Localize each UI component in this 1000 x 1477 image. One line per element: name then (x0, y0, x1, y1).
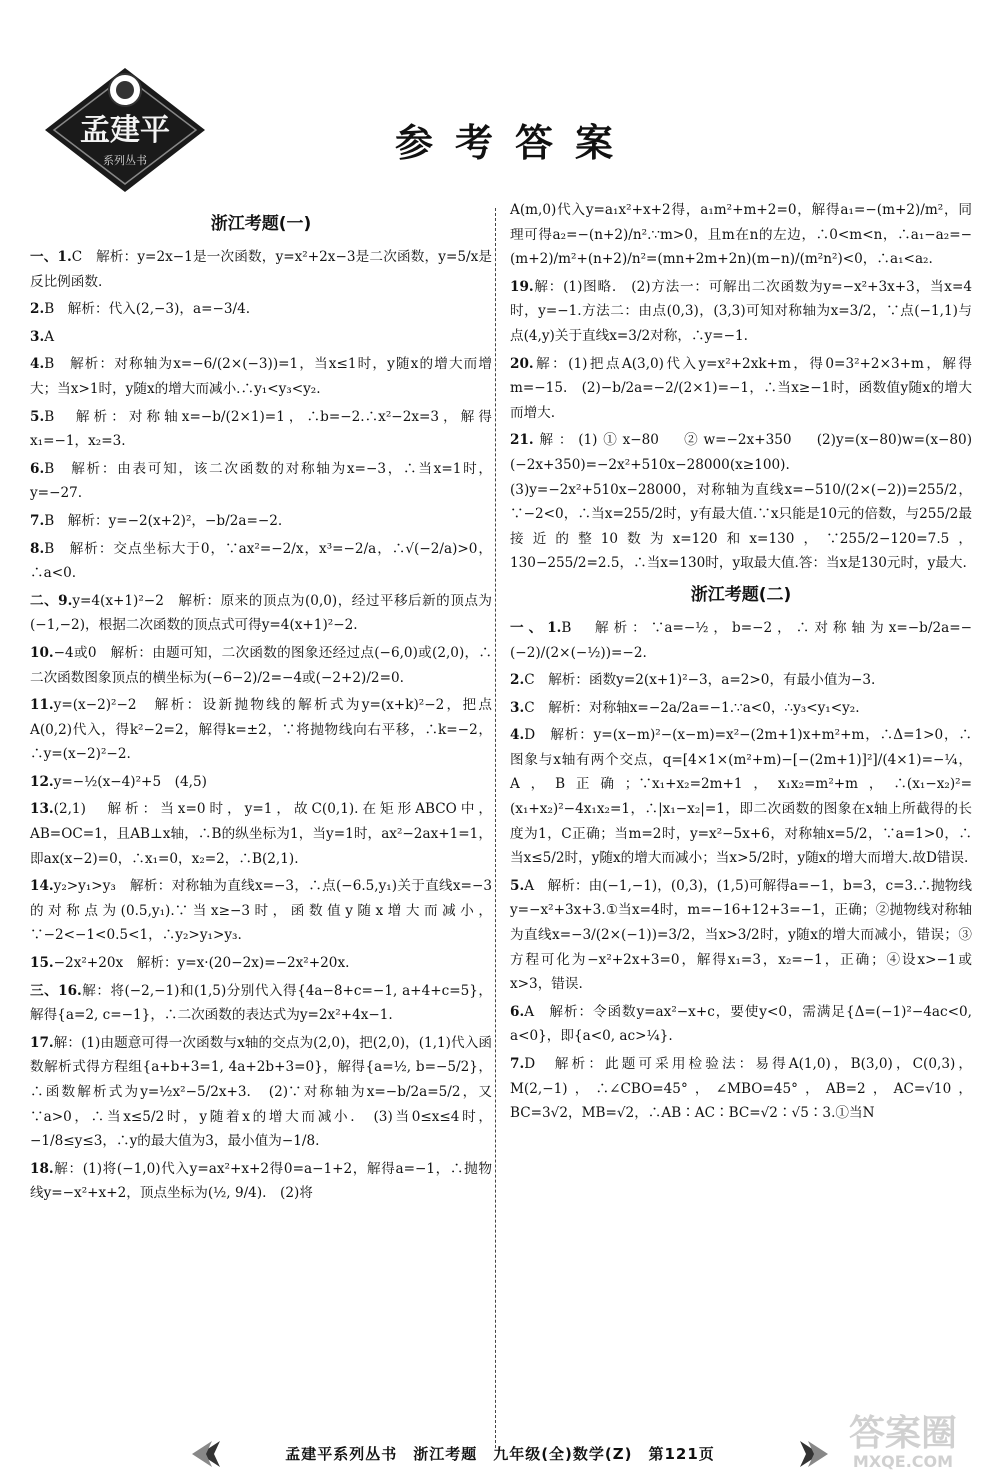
answer-item (510, 275, 972, 349)
footer-text: 孟建平系列丛书 浙江考题 九年级(全)数学(Z) 第121页 (285, 1445, 715, 1463)
right-answer-list (510, 198, 972, 1126)
answer-text: y=4(x+1)²−2 解析：原来的顶点为(0,0)，经过平移后新的顶点为(−1,−2)，根据二次函数的顶点式可得y=4(x+1)²−2. (30, 592, 492, 634)
answer-text: C 解析：对称轴x=−2a/2a=−1.∵a<0，∴y₃<y₁<y₂. (524, 699, 860, 716)
watermark-logo (828, 1405, 978, 1473)
answer-text: C 解析：函数y=2(x+1)²−3，a=2>0，有最小值为−3. (524, 672, 876, 689)
answer-number: 5. (510, 877, 525, 894)
answer-text: D 解析：此题可采用检验法：易得A(1,0)，B(3,0)，C(0,3)，M(2,−1)，∴∠CBO=45°，∠MBO=45°，AB=2，AC=√10，BC=3√2，MB=√2，∴AB∶AC∶BC=√2∶√5∶3.①当N (510, 1056, 972, 1122)
logo-brand-text: 孟建平 (80, 113, 170, 148)
answer-item (30, 537, 492, 586)
answer-number: 13. (30, 801, 54, 818)
answer-number: 14. (30, 878, 54, 895)
answer-text: A 解析：令函数y=ax²−x+c，要使y<0，需满足{Δ=(−1)²−4ac<0, a<0}，即{a<0, ac>¼}. (510, 1003, 972, 1045)
answer-number: 15. (30, 955, 54, 972)
answer-item (30, 951, 492, 976)
section-title-1: 浙江考题(一) (210, 214, 312, 234)
answer-text: D 解析：y=(x−m)²−(x−m)=x²−(2m+1)x+m²+m，∴Δ=1>0，∴图象与x轴有两个交点，q=[4×1×(m²+m)−[−(2m+1)]²]/(4×1)=−¼，A，B正确；∵x₁+x₂=2m+1，x₁x₂=m²+m，∴(x₁−x₂)²=(x₁+x₂)²−4x₁x₂=1，∴|x₁−x₂|=1，即二次函数的图象在x轴上所截得的长度为1，C正确；当m=2时，y=x²−5x+6，对称轴x=5/2，∵a=1>0，∴当x≤5/2时，y随x的增大而减小；当x>5/2时，y随x的增大而增大.故D错误. (510, 727, 972, 867)
answer-text: B 解析：对称轴x=−b/(2×1)=1，∴b=−2.∴x²−2x=3，解得x₁=−1，x₂=3. (30, 408, 492, 450)
answer-number: 一、1. (510, 619, 562, 636)
answer-number: 17. (30, 1034, 54, 1051)
svg-text:答案圈: 答案圈 (848, 1413, 958, 1454)
answer-item (510, 696, 972, 721)
answer-number: 4. (510, 727, 525, 744)
answer-text: B 解析：对称轴为x=−6/(2×(−3))=1，当x≤1时，y随x的增大而增大；当x>1时，y随x的增大而减小.∴y₁<y₃<y₂. (30, 356, 492, 397)
answer-text: 解：将(−2,−1)和(1,5)分别代入得{4a−8+c=−1, a+4+c=5}，解得{a=2, c=−1}，∴二次函数的表达式为y=2x²+4x−1. (30, 982, 492, 1024)
answer-text: A (44, 328, 55, 345)
answer-item (30, 770, 492, 795)
answer-item (30, 245, 492, 294)
answer-number: 6. (510, 1003, 525, 1020)
answer-text: A 解析：由(−1,−1)，(0,3)，(1,5)可解得a=−1，b=3，c=3.∴抛物线y=−x²+3x+3.①当x=4时，m=−16+12+3=−1，正确；②抛物线对称轴为直线x=−3/(2×(−1))=3/2，当x>3/2时，y随x的增大而减小，错误；③方程可化为−x²+2x+3=0，解得x₁=3，x₂=−1，正确；④设x>−1或x>3，错误. (510, 877, 972, 993)
answer-text: B 解析：∵a=−½，b=−2，∴对称轴为x=−b/2a=−(−2)/(2×(−½))=−2. (510, 619, 972, 661)
right-column (510, 198, 972, 1129)
answer-text: 解：(1)由题意可得一次函数与x轴的交点为(2,0)，把(2,0)，(1,1)代入函数解析式得方程组{a+b+3=1, 4a+2b+3=0}，解得{a=½, b=−5/2}，∴函数解析式为y=½x²−5/2x+3. (2)∵对称轴为x=−b/2a=5/2，又∵a>0，∴当x≤5/2时，y随着x的增大而减小. (3)当0≤x≤4时，−1/8≤y≤3，∴y的最大值为3，最小值为−1/8. (30, 1034, 492, 1150)
answer-item (30, 457, 492, 506)
footer-right-arrow-icon (790, 1439, 830, 1469)
page-title: 参考答案 (395, 121, 636, 165)
answer-number: 三、16. (30, 982, 82, 999)
svg-text:MXQE.COM: MXQE.COM (852, 1452, 954, 1471)
answer-number: 11. (30, 697, 54, 714)
answer-item (30, 641, 492, 690)
answer-item (510, 428, 972, 576)
answer-item (510, 723, 972, 871)
answer-text: −4或0 解析：由题可知，二次函数的图象还经过点(−6,0)或(2,0)，∴二次函数图象顶点的横坐标为(−6−2)/2=−4或(−2+2)/2=0. (30, 644, 492, 686)
answer-text: B 解析：y=−2(x+2)²，−b/2a=−2. (44, 512, 283, 529)
column-divider (495, 208, 496, 1448)
answer-item (510, 198, 972, 272)
answer-item (510, 352, 972, 426)
answer-item (30, 979, 492, 1028)
answer-item (30, 797, 492, 871)
answer-number: 一、1. (30, 249, 72, 265)
answer-number: 2. (30, 301, 45, 318)
answer-text: y=−½(x−4)²+5 (4,5) (53, 773, 207, 790)
answer-number: 3. (510, 699, 525, 716)
answer-item (510, 1052, 972, 1126)
answer-number: 19. (510, 278, 534, 295)
answer-number: 21. (510, 432, 534, 449)
answer-text: 解：(1)图略. (2)方法一：可解出二次函数为y=−x²+3x+3，当x=4时，y=−1.方法二：由点(0,3)，(3,3)可知对称轴为x=3/2，∵点(−1,1)与点(4,y)关于直线x=3/2对称，∴y=−1. (510, 278, 972, 344)
answer-text: y=(x−2)²−2 解析：设新抛物线的解析式为y=(x+k)²−2，把点A(0,2)代入，得k²−2=2，解得k=±2，∵将抛物线向右平移，∴k=−2，∴y=(x−2)²−2. (30, 697, 492, 763)
answer-item (510, 874, 972, 997)
answer-text: 解：(1)①x−80 ②w=−2x+350 (2)y=(x−80)w=(x−80)(−2x+350)=−2x²+510x−28000(x≥100). (3)y=−2x²+510x−28000，对称轴为直线x=−510/(2×(−2))=255/2，∵−2<0，∴当x=255/2时，y有最大值.∵x只能是10元的倍数，与255/2最接近的整10数为x=120和x=130，∵255/2−120=7.5，130−255/2=2.5，∴当x=130时，y取最大值.答：当x是130元时，y最大. (510, 432, 972, 572)
answer-number: 3. (30, 328, 45, 345)
answer-number: 6. (30, 460, 45, 477)
answer-item (30, 1031, 492, 1154)
answer-text: (2,1) 解析：当x=0时，y=1，故C(0,1).在矩形ABCO中，AB=OC=1，且AB⊥x轴，∴B的纵坐标为1，当y=1时，ax²−2ax+1=1，即ax(x−2)=0，∴x₁=0，x₂=2，∴B(2,1). (30, 801, 492, 867)
answer-number: 7. (510, 1056, 525, 1072)
answer-text: B 解析：代入(2,−3)，a=−3/4. (44, 301, 251, 318)
answer-text: A(m,0)代入y=a₁x²+x+2得，a₁m²+m+2=0，解得a₁=−(m+2)/m²，同理可得a₂=−(n+2)/n².∵m>0，且m在n的左边，∴0<m<n，∴a₁−a₂=−(m+2)/m²+(n+2)/n²=(mn+2m+2n)(m−n)/(m²n²)<0，∴a₁<a₂. (510, 202, 972, 268)
answer-number: 20. (510, 355, 534, 372)
answer-item (30, 509, 492, 534)
answer-item (30, 874, 492, 948)
answer-text: B 解析：由表可知，该二次函数的对称轴为x=−3，∴当x=1时，y=−27. (30, 460, 492, 502)
answer-item (30, 325, 492, 350)
answer-number: 12. (30, 773, 54, 790)
section-title-2: 浙江考题(二) (690, 584, 792, 605)
answer-item (30, 405, 492, 454)
answer-text: 解：(1)将(−1,0)代入y=ax²+x+2得0=a−1+2，解得a=−1，∴抛物线y=−x²+x+2，顶点坐标为(½, 9/4). (2)将 (30, 1160, 492, 1202)
answer-number: 10. (30, 644, 54, 661)
answer-number: 8. (30, 540, 45, 557)
answer-item (510, 1000, 972, 1049)
answer-item (30, 1157, 492, 1206)
answer-text: C 解析：y=2x−1是一次函数，y=x²+2x−3是二次函数，y=5/x是反比例函数. (30, 249, 492, 290)
series-logo (40, 60, 210, 195)
left-answer-list (30, 245, 492, 1206)
answer-text: 解：(1)把点A(3,0)代入y=x²+2xk+m，得0=3²+2×3+m，解得m=−15. (2)−b/2a=−2/(2×1)=−1，∴当x≥−1时，函数值y随x的增大而增大. (510, 355, 972, 421)
answer-item (510, 616, 972, 665)
answer-text: y₂>y₁>y₃ 解析：对称轴为直线x=−3，∴点(−6.5,y₁)关于直线x=−3的对称点为(0.5,y₁).∵当x≥−3时，函数值y随x增大而减小，∵−2<−1<0.5<1，∴y₂>y₁>y₃. (30, 878, 492, 944)
logo-series-text: 系列丛书 (103, 154, 147, 167)
answer-item (510, 668, 972, 693)
answer-item (30, 297, 492, 322)
answer-number: 18. (30, 1160, 54, 1177)
answer-text: −2x²+20x 解析：y=x·(20−2x)=−2x²+20x. (53, 955, 350, 972)
answer-number: 2. (510, 672, 525, 689)
answer-item (30, 693, 492, 767)
answer-number: 二、9. (30, 592, 73, 609)
answer-number: 4. (30, 356, 45, 373)
answer-item (30, 352, 492, 401)
answer-number: 5. (30, 408, 45, 425)
answer-item (30, 589, 492, 638)
answer-text: B 解析：交点坐标大于0，∵ax²=−2/x，x³=−2/a，∴√(−2/a)>0，∴a<0. (30, 540, 492, 582)
left-column (30, 205, 492, 1209)
answer-number: 7. (30, 512, 45, 529)
